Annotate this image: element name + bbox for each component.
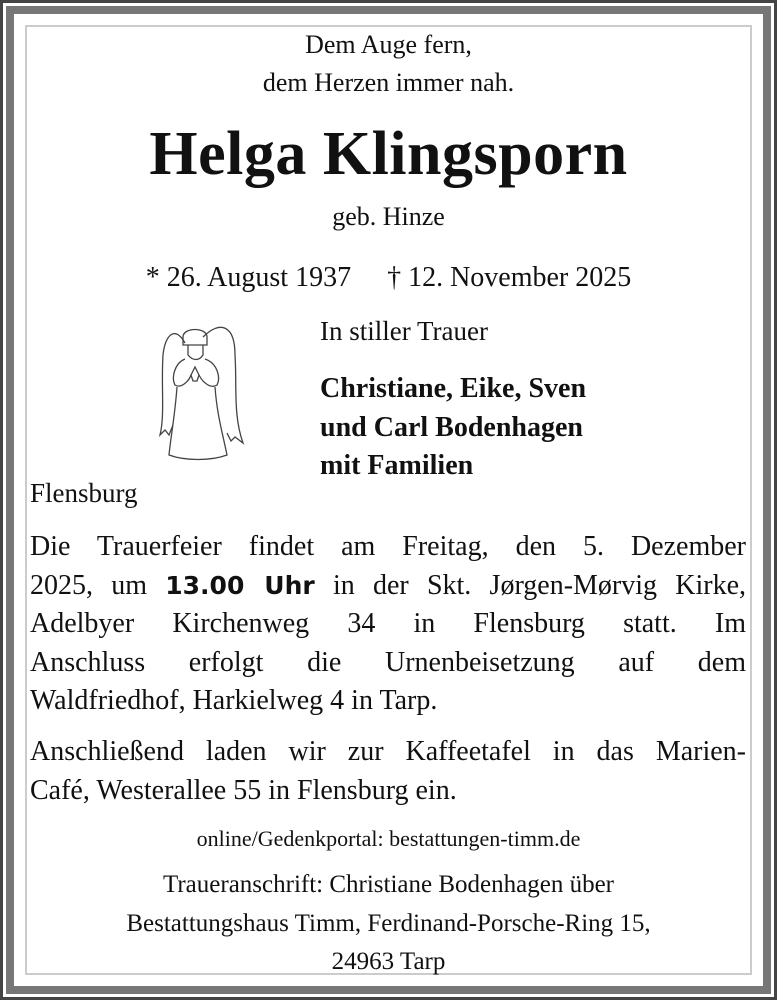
text-line: Café, Westerallee 55 in Flensburg ein.: [30, 774, 457, 806]
mourner-line: Christiane, Eike, Sven: [320, 373, 587, 404]
funeral-info: [30, 528, 746, 721]
mourning-address: [0, 866, 777, 982]
text-line: Anschluss erfolgt die Urnenbeisetzung auf dem: [30, 646, 746, 678]
city: Flensburg: [30, 478, 138, 508]
address-line: 24963 Tarp: [331, 948, 446, 975]
deceased-name: Helga Klingsporn: [149, 120, 628, 188]
text-line: Adelbyer Kirchenweg 34 in Flensburg statt. Im: [30, 608, 746, 639]
online-portal: online/Gedenkportal: bestattungen-timm.de: [196, 826, 581, 851]
text: 2025, um: [30, 569, 166, 601]
birth-name: geb. Hinze: [332, 202, 445, 231]
mourning-label: In stiller Trauer: [320, 316, 488, 346]
address-line: Bestattungshaus Timm, Ferdinand-Porsche-Ring 15,: [126, 909, 651, 937]
motto-line: Dem Auge fern,: [305, 30, 472, 59]
text: in der Skt. Jørgen-Mørvig Kirke,: [314, 569, 747, 601]
mourners: [320, 370, 586, 486]
text-line: [30, 567, 746, 606]
text-line: Waldfriedhof, Harkielweg 4 in Tarp.: [30, 685, 438, 716]
address-line: Traueranschrift: Christiane Bodenhagen über: [162, 871, 615, 898]
motto-line: dem Herzen immer nah.: [262, 68, 515, 97]
text-line: Die Trauerfeier findet am Freitag, den 5. Dezember: [30, 531, 746, 562]
motto: [0, 26, 777, 102]
mourner-line: und Carl Bodenhagen: [320, 411, 583, 443]
dates: [0, 262, 777, 294]
angel-icon: [155, 315, 245, 465]
death-date: † 12. November 2025: [387, 262, 632, 293]
birth-date: * 26. August 1937: [145, 262, 352, 293]
mourner-line: mit Familien: [320, 450, 474, 481]
reception-info: [30, 733, 746, 810]
funeral-time: 13.00 Uhr: [165, 570, 315, 600]
text-line: Anschließend laden wir zur Kaffeetafel in das Marien-: [30, 736, 746, 767]
